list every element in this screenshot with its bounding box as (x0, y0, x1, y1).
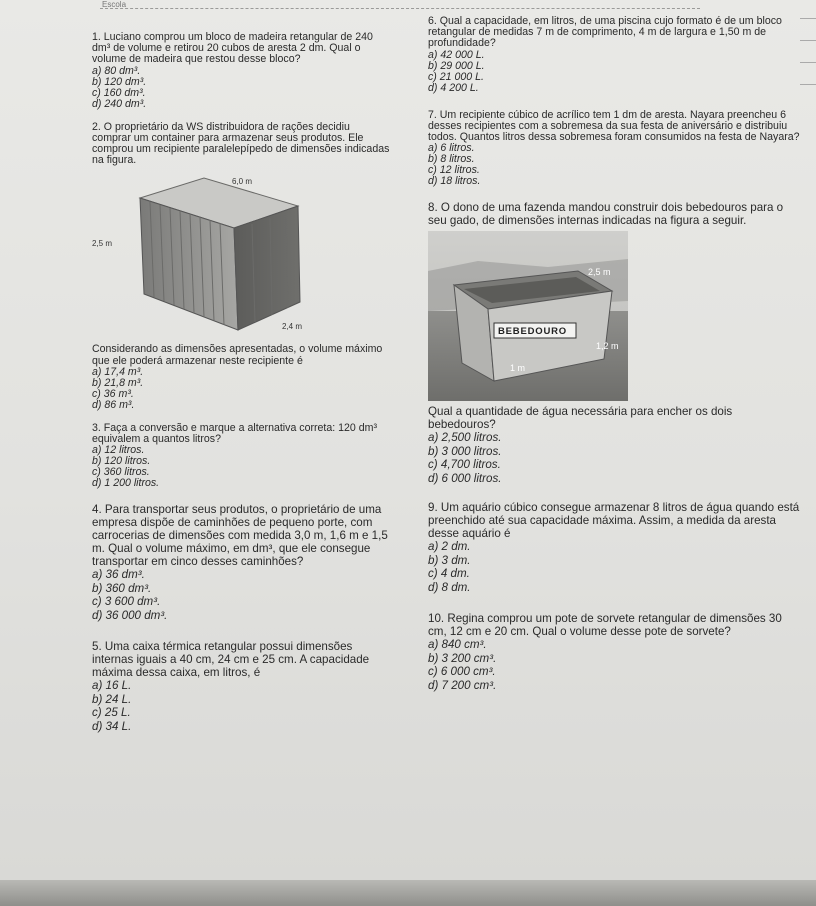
option-d[interactable]: d) 18 litros. (428, 175, 481, 188)
option-d[interactable]: d) 6 000 litros. (428, 471, 502, 485)
question-text: 3. Faça a conversão e marque a alternativa correta: 120 dm³ equivalem a quantos litros? (92, 421, 378, 446)
question-9 (428, 501, 800, 594)
question-text: 6. Qual a capacidade, em litros, de uma piscina cujo formato é de um bloco retangular de medidas 7 m de comprimento, 4 m de largura e 1,50 m de profundidade? (428, 15, 782, 50)
option-a[interactable]: a) 16 L. (92, 679, 132, 693)
figure-label-width: 1 m (510, 363, 526, 374)
option-a[interactable]: a) 36 dm³. (92, 568, 145, 582)
option-b[interactable]: b) 3 000 litros. (428, 444, 502, 458)
question-text-continued: Qual a quantidade de água necessária para encher os dois bebedouros? (428, 405, 733, 432)
option-c[interactable]: c) 21 000 L. (428, 70, 484, 83)
question-text: 10. Regina comprou um pote de sorvete retangular de dimensões 30 cm, 12 cm e 20 cm. Qual o volume desse pote de sorvete? (428, 612, 782, 639)
right-column (428, 6, 800, 692)
option-c[interactable]: c) 25 L. (92, 706, 131, 720)
option-d[interactable]: d) 34 L. (92, 719, 132, 733)
option-c[interactable]: c) 4 dm. (428, 567, 470, 581)
option-b[interactable]: b) 120 dm³. (92, 75, 147, 88)
question-4 (92, 503, 390, 622)
question-text: 2. O proprietário da WS distribuidora de rações decidiu comprar um container para armazenar seus produtos. Ele comprou um recipiente paralelepípedo de dimensões indicadas na figura. (92, 120, 390, 167)
figure-label-height: 2,5 m (92, 239, 113, 249)
option-c[interactable]: c) 36 m³. (92, 387, 134, 400)
option-b[interactable]: b) 3 dm. (428, 553, 471, 567)
question-8 (428, 201, 800, 485)
question-5 (92, 640, 390, 733)
option-a[interactable]: a) 840 cm³. (428, 638, 487, 652)
option-a[interactable]: a) 6 litros. (428, 142, 475, 155)
school-label: Escola (102, 0, 127, 9)
option-d[interactable]: d) 240 dm³. (92, 97, 147, 110)
question-1 (92, 32, 390, 110)
margin-line (800, 62, 816, 63)
question-10 (428, 612, 800, 692)
option-d[interactable]: d) 7 200 cm³. (428, 678, 497, 692)
option-b[interactable]: b) 120 litros. (92, 455, 151, 468)
option-b[interactable]: b) 3 200 cm³. (428, 651, 497, 665)
question-6 (428, 16, 800, 94)
container-figure (92, 166, 390, 344)
question-text: 7. Um recipiente cúbico de acrílico tem 1 dm de aresta. Nayara preencheu 6 desses recipientes com a sobremesa da sua festa de aniversário e distribuiu todos. Quantos litros dessa sobremesa foram consumidos na festa de Nayara? (428, 108, 800, 144)
page-shadow (0, 880, 816, 906)
option-b[interactable]: b) 21,8 m³. (92, 376, 144, 389)
option-b[interactable]: b) 8 litros. (428, 153, 475, 166)
option-c[interactable]: c) 12 litros. (428, 164, 480, 177)
option-a[interactable]: a) 2 dm. (428, 540, 471, 554)
question-text: 1. Luciano comprou um bloco de madeira retangular de 240 dm³ de volume e retirou 20 cubos de aresta 2 dm. Qual o volume de madeira que restou desse bloco? (92, 31, 373, 66)
option-d[interactable]: d) 86 m³. (92, 398, 135, 411)
option-b[interactable]: b) 29 000 L. (428, 59, 485, 72)
option-b[interactable]: b) 360 dm³. (92, 581, 152, 595)
left-column (92, 18, 390, 733)
option-b[interactable]: b) 24 L. (92, 692, 132, 706)
figure-label-length: 2,5 m (588, 267, 611, 278)
option-a[interactable]: a) 42 000 L. (428, 48, 485, 61)
margin-line (800, 84, 816, 85)
option-a[interactable]: a) 17,4 m³. (92, 365, 144, 378)
question-text: 5. Uma caixa térmica retangular possui dimensões internas iguais a 40 cm, 24 cm e 25 cm. A capacidade máxima dessa caixa, em litros, é (92, 640, 370, 680)
option-d[interactable]: d) 36 000 dm³. (92, 608, 168, 622)
option-d[interactable]: d) 4 200 L. (428, 81, 479, 94)
question-text: 4. Para transportar seus produtos, o proprietário de uma empresa dispõe de caminhões de pequeno porte, com carrocerias de dimensões com medida 3,0 m, 1,6 m e 1,5 m. Qual o volume máximo, em dm³, que ele consegue transportar em cinco desses caminhões? (92, 503, 388, 569)
option-c[interactable]: c) 4,700 litros. (428, 458, 501, 472)
figure-label-length: 6,0 m (232, 177, 253, 187)
margin-line (800, 18, 816, 19)
question-text: 9. Um aquário cúbico consegue armazenar 8 litros de água quando está preenchido até sua capacidade máxima. Assim, a medida da aresta desse aquário é (428, 501, 800, 541)
question-text: 8. O dono de uma fazenda mandou construir dois bebedouros para o seu gado, de dimensões internas indicadas na figura a seguir. (428, 201, 784, 228)
option-a[interactable]: a) 2,500 litros. (428, 431, 502, 445)
option-a[interactable]: a) 80 dm³. (92, 64, 141, 77)
option-d[interactable]: d) 1 200 litros. (92, 477, 160, 490)
question-2 (92, 122, 390, 411)
option-c[interactable]: c) 3 600 dm³. (92, 595, 161, 609)
option-c[interactable]: c) 6 000 cm³. (428, 665, 496, 679)
margin-line (800, 40, 816, 41)
trough-sign: BEBEDOURO (498, 326, 567, 338)
figure-label-width: 2,4 m (282, 322, 303, 332)
option-d[interactable]: d) 8 dm. (428, 580, 471, 594)
option-a[interactable]: a) 12 litros. (92, 444, 145, 457)
question-3 (92, 423, 390, 489)
figure-label-height: 1,2 m (596, 341, 619, 352)
option-c[interactable]: c) 160 dm³. (92, 86, 146, 99)
question-7 (428, 110, 800, 188)
trough-figure (428, 231, 628, 401)
option-c[interactable]: c) 360 litros. (92, 466, 150, 479)
question-text-continued: Considerando as dimensões apresentadas, o volume máximo que ele poderá armazenar neste recipiente é (92, 343, 383, 367)
